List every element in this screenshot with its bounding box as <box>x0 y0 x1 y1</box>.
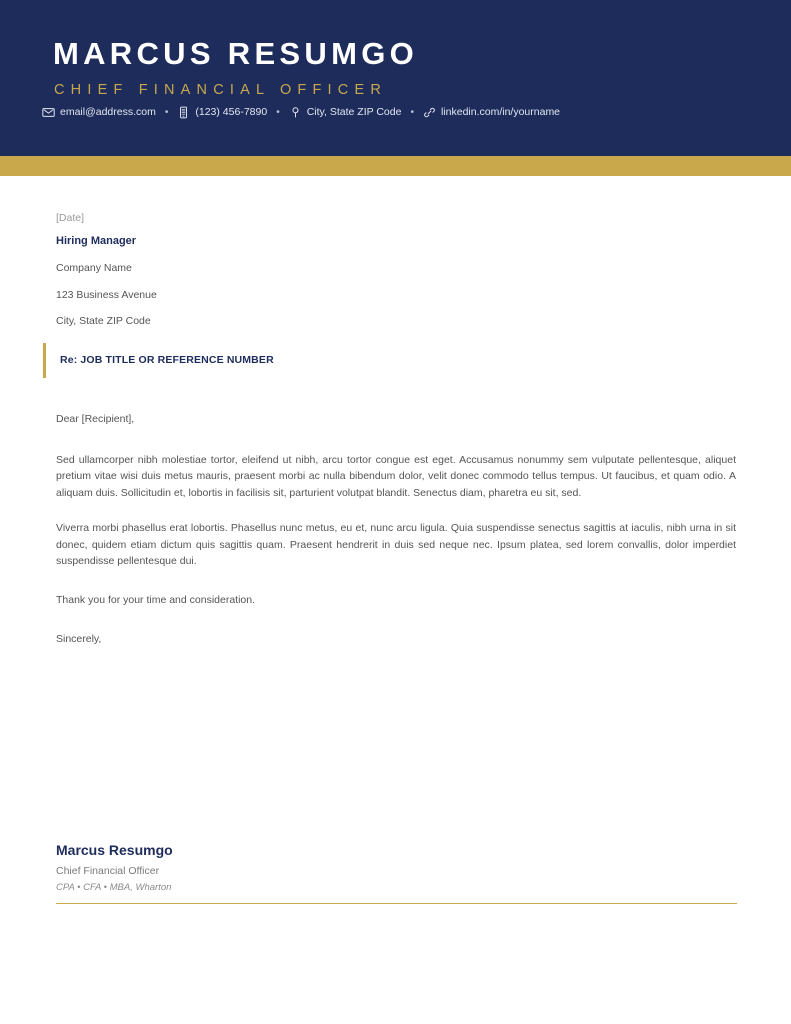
recipient-company: Company Name <box>56 262 132 274</box>
header-job-title: CHIEF FINANCIAL OFFICER <box>54 82 387 98</box>
subject-text: Re: JOB TITLE OR REFERENCE NUMBER <box>60 354 274 367</box>
contact-separator: • <box>164 106 169 118</box>
contact-separator: • <box>410 106 414 118</box>
subject-accent-bar <box>43 343 46 378</box>
signature-role: Chief Financial Officer <box>56 865 160 877</box>
recipient-block <box>56 236 157 343</box>
closing-thanks: Thank you for your time and consideration. <box>56 594 256 607</box>
location-icon <box>289 106 302 119</box>
signature-name: Marcus Resumgo <box>56 842 173 858</box>
contact-location-text: City, State ZIP Code <box>306 106 402 119</box>
contact-linkedin[interactable] <box>423 106 560 119</box>
contact-row <box>42 106 560 119</box>
link-icon <box>423 106 436 119</box>
date-field: [Date] <box>56 212 85 224</box>
contact-email-text: email@address.com <box>60 106 156 119</box>
signature-divider <box>56 903 737 904</box>
email-icon <box>42 106 55 119</box>
letterhead-header <box>0 0 791 156</box>
signature-credentials: CPA • CFA • MBA, Wharton <box>56 881 172 893</box>
sign-off: Sincerely, <box>56 632 102 645</box>
contact-email[interactable] <box>42 106 156 119</box>
contact-separator: • <box>276 106 280 118</box>
recipient-name: Hiring Manager <box>56 235 137 247</box>
recipient-street: 123 Business Avenue <box>56 288 157 301</box>
gold-accent-band <box>0 156 791 176</box>
contact-linkedin-text: linkedin.com/in/yourname <box>440 106 561 119</box>
contact-phone-text: (123) 456-7890 <box>195 106 268 119</box>
salutation: Dear [Recipient], <box>56 413 135 425</box>
letter-body <box>56 414 736 644</box>
body-paragraph: Sed ullamcorper nibh molestiae tortor, eleifend ut nibh, arcu tortor congue est eget. Accusamus nonummy sem vulputate pellentesque, aliquet pretium vitae wisi duis metus mauris, praesent morbi ac nulla bibendum dolor, velit donec commodo tellus tempus. Ut faucibus, et quam odio. A aliquam duis. Sollicitudin et, lobortis in facilisis sit, parturient volutpat blandit. Senectus diam, pharetra eu sit, sed. <box>56 453 736 499</box>
contact-phone[interactable] <box>177 106 267 119</box>
body-paragraph: Viverra morbi phasellus erat lobortis. Phasellus nunc metus, eu et, nunc arcu ligula. Quia suspendisse senectus sagittis at iaculis, nibh urna in sit donec, quidem etiam dictum quis sagittis quam. Praesent hendrerit in duis sed neque nec. Ipsum platea, sed lorem convallis, dolor imperdiet suspendisse pellentesque dui. <box>56 522 736 568</box>
subject-line <box>43 343 274 378</box>
signature-block <box>56 843 737 904</box>
contact-location[interactable] <box>289 106 402 119</box>
phone-icon <box>177 106 190 119</box>
recipient-city-state-zip: City, State ZIP Code <box>56 315 151 327</box>
page-title: MARCUS RESUMGO <box>53 36 419 71</box>
